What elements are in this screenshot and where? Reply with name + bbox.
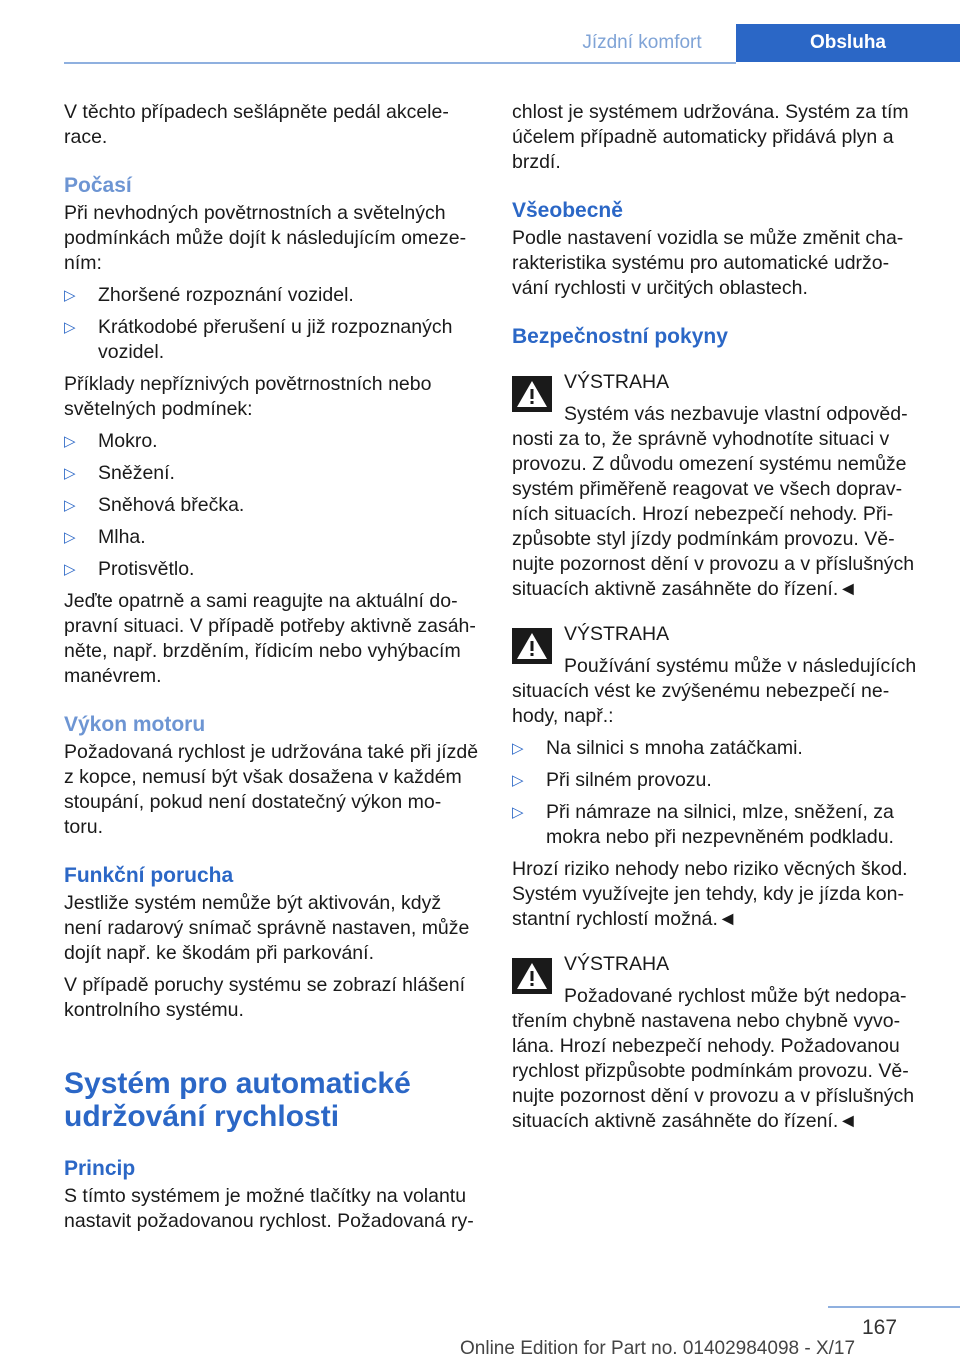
warning-block-1 xyxy=(512,370,922,602)
fault-heading: Funkční porucha xyxy=(64,864,234,887)
edition-note: Online Edition for Part no. 01402984098 - X/17 xyxy=(460,1338,856,1359)
triangle-bullet-icon: ▷ xyxy=(512,804,524,821)
warning-triangle-icon xyxy=(512,628,552,664)
triangle-bullet-icon: ▷ xyxy=(64,287,76,304)
list-item: ▷ Při námraze na silnici, mlze, sněžení, za mokra nebo při nezpevněném podkladu. xyxy=(512,801,894,848)
continuation-paragraph: chlost je systémem udržována. Systém za tím účelem případně automaticky přidává plyn a brzdí. xyxy=(512,101,909,173)
engine-heading: Výkon motoru xyxy=(64,713,206,736)
warning-title: VÝSTRAHA xyxy=(564,953,670,975)
page-number: 167 xyxy=(862,1316,898,1339)
triangle-bullet-icon: ▷ xyxy=(512,740,524,757)
warning-triangle-icon xyxy=(512,376,552,412)
header-rule xyxy=(64,62,736,64)
triangle-bullet-icon: ▷ xyxy=(64,529,76,546)
page-header xyxy=(0,24,960,62)
list-item: ▷ Při silném provozu. xyxy=(512,769,712,791)
warning-title: VÝSTRAHA xyxy=(564,623,670,645)
header-section-title: Jízdní komfort xyxy=(582,32,702,53)
triangle-bullet-icon: ▷ xyxy=(64,465,76,482)
list-item: ▷ Sněžení. xyxy=(64,462,175,484)
intro-paragraph: V těchto případech sešlápněte pedál akcele-race. xyxy=(64,101,449,148)
left-column xyxy=(64,100,480,1241)
right-column xyxy=(512,100,922,1141)
fault-paragraph-2: V případě poruchy systému se zobrazí hlášení kontrolního systému. xyxy=(64,974,466,1021)
list-item: ▷ Protisvětlo. xyxy=(64,558,195,580)
fault-paragraph-1: Jestliže systém nemůže být aktivován, když není radarový snímač správně nastaven, může dojít např. ke škodám při parkování. xyxy=(64,892,470,964)
general-heading: Všeobecně xyxy=(512,199,623,222)
list-item: ▷ Zhoršené rozpoznání vozidel. xyxy=(64,284,354,306)
warning-after-text: Hrozí riziko nehody nebo riziko věcných škod. Systém využívejte jen tehdy, kdy je jízda kon-stantní rychlostí možná.◄ xyxy=(512,858,908,930)
section-title: Systém pro automatické udržování rychlosti xyxy=(64,1067,411,1133)
warning-situations-list xyxy=(512,736,922,850)
warning-triangle-icon xyxy=(512,958,552,994)
general-paragraph: Podle nastavení vozidla se může změnit cha-rakteristika systému pro automatické udržo-vání rychlosti v určitých oblastech. xyxy=(512,227,904,299)
triangle-bullet-icon: ▷ xyxy=(512,772,524,789)
weather-limitations-list xyxy=(64,283,480,365)
triangle-bullet-icon: ▷ xyxy=(64,497,76,514)
principle-heading: Princip xyxy=(64,1157,136,1180)
header-chapter-tab: Obsluha xyxy=(736,24,960,62)
list-item: ▷ Na silnici s mnoha zatáčkami. xyxy=(512,737,803,759)
warning-text: Používání systému může v následujících situacích vést ke zvýšenému nebezpečí ne-hody, např.: xyxy=(512,655,917,727)
warning-text: Požadované rychlost může být nedopa-třením chybně nastavena nebo chybně vyvo-lána. Hrozí nebezpečí nehody. Požadovanou rychlost přizpůsobte podmínkám provozu. Vě-nujte pozornost dění v provozu a v příslušných situacích aktivně zasáhněte do řízení.◄ xyxy=(512,985,915,1132)
warning-block-3 xyxy=(512,952,922,1134)
engine-paragraph: Požadovaná rychlost je udržována také při jízdě z kopce, nemusí být však dosažena v každém stoupání, pokud není dostatečný výkon mo-toru. xyxy=(64,741,479,838)
weather-examples-paragraph: Příklady nepříznivých povětrnostních nebo světelných podmínek: xyxy=(64,373,432,420)
weather-paragraph: Při nevhodných povětrnostních a světelných podmínkách může dojít k následujícím omeze-ním: xyxy=(64,202,467,274)
safety-heading: Bezpečnostní pokyny xyxy=(512,325,728,348)
list-item: ▷ Mokro. xyxy=(64,430,158,452)
warning-text: Systém vás nezbavuje vlastní odpověd-nosti za to, že správně vyhodnotíte situaci v provozu. Z důvodu omezení systému nemůže systém přiměřeně reagovat ve všech doprav-ních situacích. Hrozí nebezpečí nehody. Při-způsobte styl jízdy podmínkám provozu. Vě-nujte pozornost dění v provozu a v příslušných situacích aktivně zasáhněte do řízení.◄ xyxy=(512,403,915,600)
list-item: ▷ Sněhová břečka. xyxy=(64,494,245,516)
weather-advice-paragraph: Jeďte opatrně a sami reagujte na aktuální do-pravní situaci. V případě potřeby aktivně zasáh-něte, např. brzděním, řídicím nebo vyhýbacím manévrem. xyxy=(64,590,476,687)
list-item: ▷ Mlha. xyxy=(64,526,146,548)
weather-examples-list xyxy=(64,429,480,582)
weather-heading: Počasí xyxy=(64,174,132,197)
warning-title: VÝSTRAHA xyxy=(564,371,670,393)
triangle-bullet-icon: ▷ xyxy=(64,319,76,336)
triangle-bullet-icon: ▷ xyxy=(64,561,76,578)
warning-block-2 xyxy=(512,622,922,932)
triangle-bullet-icon: ▷ xyxy=(64,433,76,450)
list-item: ▷ Krátkodobé přerušení u již rozpoznaných vozidel. xyxy=(64,316,453,363)
footer-rule xyxy=(828,1306,960,1308)
principle-paragraph: S tímto systémem je možné tlačítky na volantu nastavit požadovanou rychlost. Požadovaná ry- xyxy=(64,1185,474,1232)
